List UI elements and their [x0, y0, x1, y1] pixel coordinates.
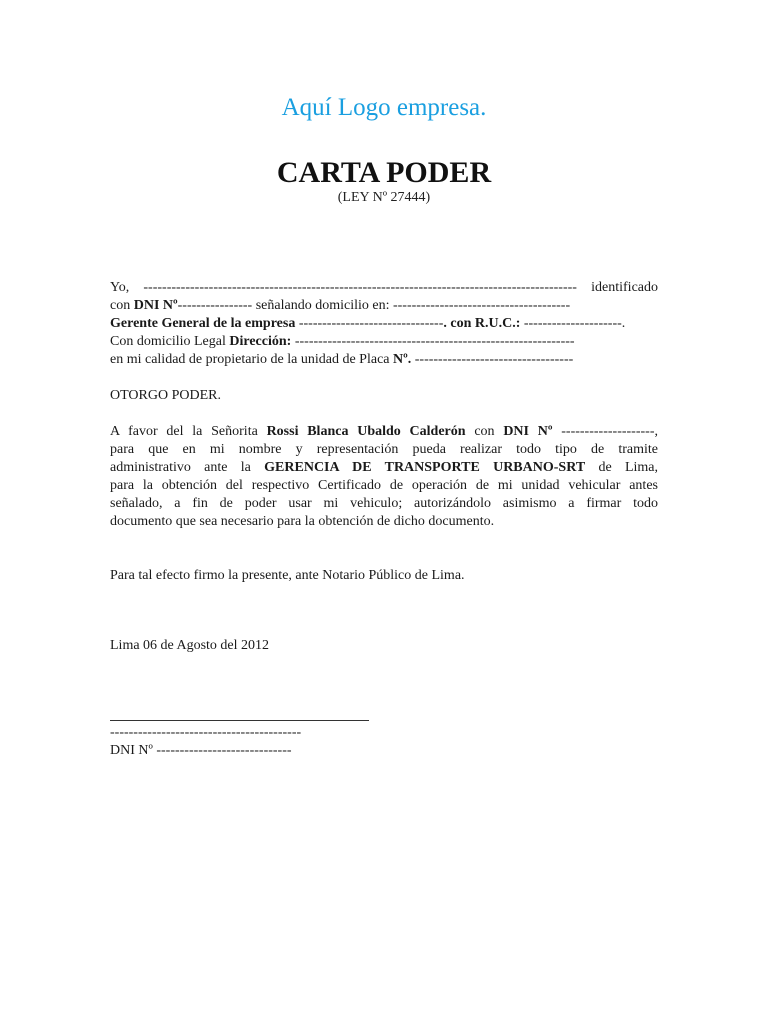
signature-dni: DNI Nº ----------------------------- — [110, 743, 292, 758]
blank-field: --------------------- — [520, 316, 622, 331]
period: . — [621, 316, 626, 331]
body-line-2: para que en mi nombre y representación pueda realizar todo tipo de tramite — [110, 442, 658, 457]
body-text: administrativo ante la — [110, 460, 265, 475]
blank-field: ------------------------------- — [295, 316, 444, 331]
blank-field: --------------------, — [552, 424, 658, 439]
blank-field: ------------------------------------------------------------ — [291, 334, 575, 349]
law-reference: (LEY Nº 27444) — [337, 190, 431, 205]
intro-text: Con domicilio Legal — [110, 334, 230, 349]
intro-line-5 — [110, 351, 573, 369]
signature-dashes: ----------------------------------------- — [110, 725, 302, 740]
dni-label: DNI Nº — [503, 424, 553, 439]
closing-statement: Para tal efecto firmo la presente, ante Notario Público de Lima. — [110, 568, 465, 583]
otorgo-poder-heading: OTORGO PODER. — [110, 388, 221, 403]
intro-line-2 — [110, 297, 570, 315]
body-line-3 — [110, 459, 658, 477]
body-text: de Lima, — [585, 460, 658, 475]
body-line-6: documento que sea necesario para la obtención de dicho documento. — [110, 514, 495, 529]
date-line: Lima 06 de Agosto del 2012 — [110, 638, 270, 653]
signature-line — [110, 720, 369, 721]
dni-label: DNI Nº — [133, 298, 178, 313]
blank-field: ---------------------------------- — [411, 352, 574, 367]
logo-placeholder: Aquí Logo empresa. — [281, 94, 487, 121]
intro-line-4 — [110, 333, 575, 351]
intro-line-3 — [110, 315, 625, 333]
agency-name: GERENCIA DE TRANSPORTE URBANO-SRT — [264, 460, 586, 475]
address-label: Dirección: — [229, 334, 292, 349]
body-line-4: para la obtención del respectivo Certificado de operación de mi unidad vehicular antes — [110, 478, 658, 493]
ruc-label: . con R.U.C.: — [443, 316, 521, 331]
plate-label: Nº. — [393, 352, 412, 367]
grantee-name: Rossi Blanca Ubaldo Calderón — [266, 424, 466, 439]
body-line-5: señalado, a fin de poder usar mi vehiculo; autorizándolo asimismo a firmar todo — [110, 496, 658, 511]
body-text: con — [465, 424, 504, 439]
role-label: Gerente General de la empresa — [110, 316, 296, 331]
document-title: CARTA PODER — [276, 156, 492, 189]
intro-text: ---------------- señalando domicilio en: -------------------------------------- — [177, 298, 571, 313]
body-line-1 — [110, 423, 658, 441]
intro-text: con — [110, 298, 134, 313]
body-text: A favor del la Señorita — [110, 424, 267, 439]
intro-text: en mi calidad de propietario de la unidad de Placa — [110, 352, 394, 367]
intro-line-1: Yo, --------------------------------------------------------------------------------------------- identificado — [110, 280, 658, 295]
